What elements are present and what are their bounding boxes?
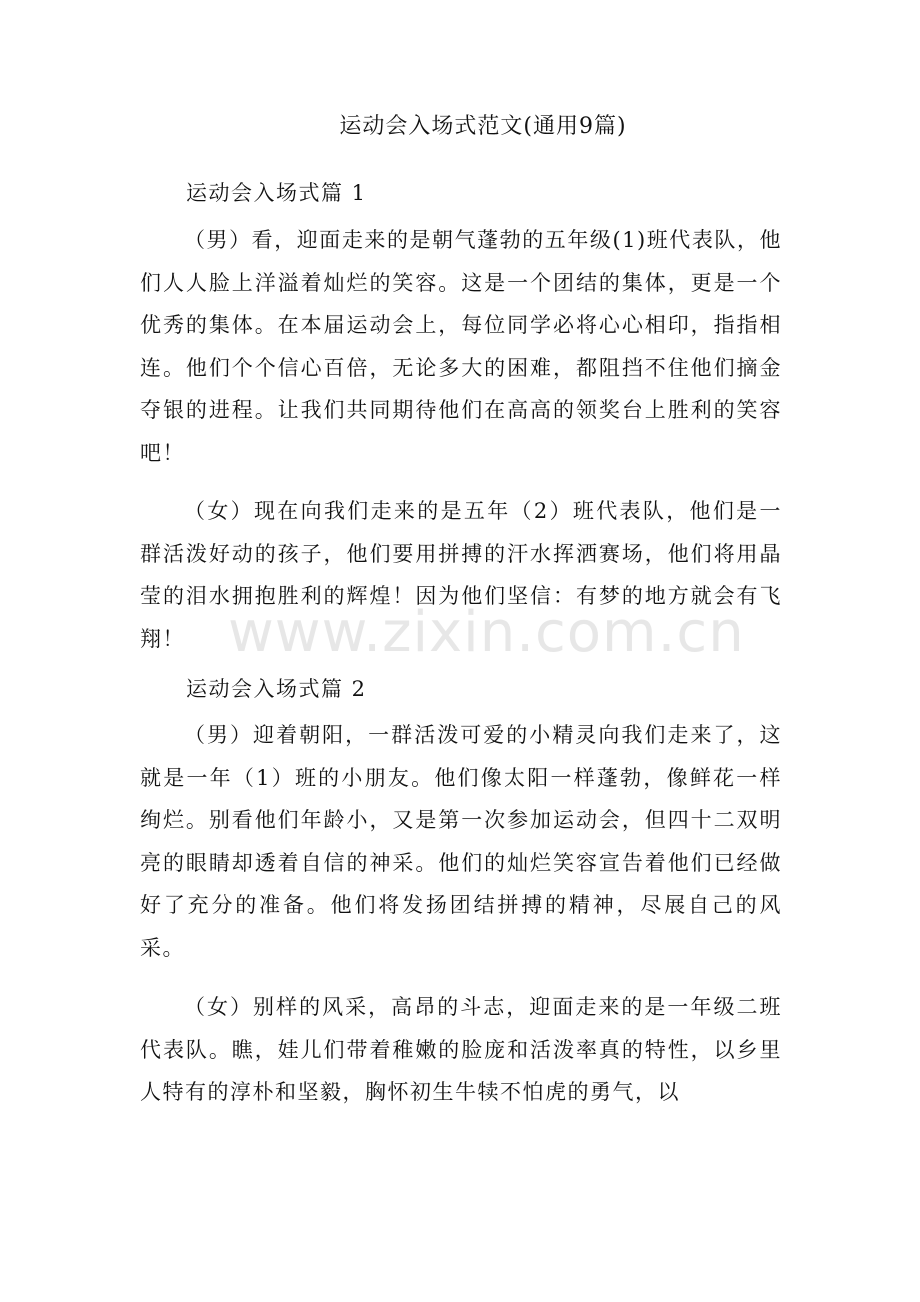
section-heading-2: 运动会入场式篇 2	[186, 677, 367, 701]
section-heading-1: 运动会入场式篇 1	[186, 181, 367, 205]
section-1-paragraph-1: （男）看，迎面走来的是朝气蓬勃的五年级(1)班代表队，他们人人脸上洋溢着灿烂的笑容。这是一个团结的集体，更是一个优秀的集体。在本届运动会上，每位同学必将心心相印，指指相连。他们个个信心百倍，无论多大的困难，都阻挡不住他们摘金夺银的进程。让我们共同期待他们在高高的领奖台上胜利的笑容吧！	[140, 228, 782, 465]
section-2-paragraph-1: （男）迎着朝阳，一群活泼可爱的小精灵向我们走来了，这就是一年（1）班的小朋友。他们像太阳一样蓬勃，像鲜花一样绚烂。别看他们年龄小，又是第一次参加运动会，但四十二双明亮的眼睛却透着自信的神采。他们的灿烂笑容宣告着他们已经做好了充分的准备。他们将发扬团结拼搏的精神，尽展自己的风采。	[140, 723, 782, 960]
watermark: www.zixin.com.cn	[228, 600, 745, 665]
section-2-paragraph-2: （女）别样的风采，高昂的斗志，迎面走来的是一年级二班代表队。瞧，娃儿们带着稚嫩的脸庞和活泼率真的特性，以乡里人特有的淳朴和坚毅，胸怀初生牛犊不怕虎的勇气，以	[140, 995, 782, 1105]
section-1-paragraph-2: （女）现在向我们走来的是五年（2）班代表队，他们是一群活泼好动的孩子，他们要用拼搏的汗水挥洒赛场，他们将用晶莹的泪水拥抱胜利的辉煌！因为他们坚信：有梦的地方就会有飞翔！	[140, 499, 782, 651]
document-title: 运动会入场式范文(通用9篇)	[339, 114, 627, 139]
